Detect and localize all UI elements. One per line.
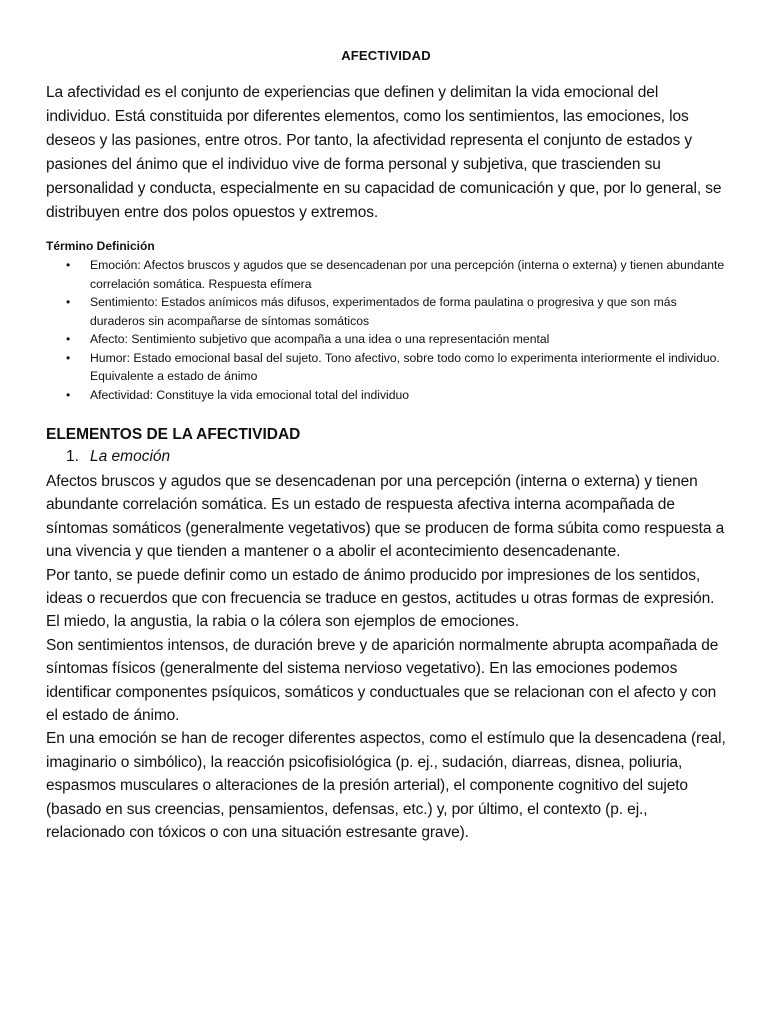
term-text: Afecto: Sentimiento subjetivo que acompaña a una idea o una representación mental xyxy=(90,332,550,346)
body-paragraph: En una emoción se han de recoger diferentes aspectos, como el estímulo que la desencadena (real, imaginario o simbólico), la reacción psicofisiológica (p. ej., sudación, diarreas, disnea, poliuria, espasmos musculares o alteraciones de la presión arterial), el componente cognitivo del sujeto (basado en sus creencias, pensamientos, defensas, etc.) y, por último, el contexto (p. ej., relacionado con tóxicos o con una situación estresante grave). xyxy=(46,730,726,842)
intro-paragraph: La afectividad es el conjunto de experiencias que definen y delimitan la vida emocional del individuo. Está constituida por diferentes elementos, como los sentimientos, las emociones, los deseos y las pasiones, entre otros. Por tanto, la afectividad representa el conjunto de estados y pasiones del ánimo que el individuo vive de forma personal y subjetiva, que trascienden su personalidad y conducta, especialmente en su capacidad de comunicación y que, por lo general, se distribuyen entre dos polos opuestos y extremos. xyxy=(46,84,722,221)
list-item xyxy=(66,256,726,293)
body-paragraph: Por tanto, se puede definir como un estado de ánimo producido por impresiones de los sentidos, ideas o recuerdos que con frecuencia se traduce en gestos, actitudes u otras formas de expresión. El miedo, la angustia, la rabia o la cólera son ejemplos de emociones. xyxy=(46,566,715,631)
bullet-icon: • xyxy=(66,295,71,309)
terms-list xyxy=(46,256,726,404)
list-item xyxy=(66,386,726,405)
section-title: ELEMENTOS DE LA AFECTIVIDAD xyxy=(46,426,301,443)
list-item xyxy=(66,349,726,386)
bullet-icon: • xyxy=(66,387,71,402)
list-item xyxy=(66,293,726,330)
term-text: Emoción: Afectos bruscos y agudos que se desencadenan por una percepción (interna o externa) y tienen abundante correlación somática. Respuesta efímera xyxy=(90,258,725,291)
subsection-heading xyxy=(66,446,726,468)
term-text: Sentimiento: Estados anímicos más difusos, experimentados de forma paulatina o progresiva y que son más duraderos sin acompañarse de síntomas somáticos xyxy=(90,295,677,328)
body-paragraph: Afectos bruscos y agudos que se desencadenan por una percepción (interna o externa) y tienen abundante correlación somática. Es un estado de respuesta afectiva interna acompañada de síntomas somáticos (generalmente vegetativos) que se producen de forma súbita como respuesta a una vivencia y que tienden a mantener o a abolir el acontecimiento desencadenante. xyxy=(46,473,725,561)
terms-header: Término Definición xyxy=(46,239,155,253)
term-text: Afectividad: Constituye la vida emocional total del individuo xyxy=(90,387,410,402)
body-paragraph: Son sentimientos intensos, de duración breve y de aparición normalmente abrupta acompañada de síntomas físicos (generalmente del sistema nervioso vegetativo). En las emociones podemos identificar componentes psíquicos, somáticos y conductuales que se relacionan con el afecto y con el estado de ánimo. xyxy=(46,636,719,725)
bullet-icon: • xyxy=(66,350,71,365)
bullet-icon: • xyxy=(66,258,71,272)
list-item xyxy=(66,330,726,349)
bullet-icon: • xyxy=(66,332,71,346)
subsection-number: 1. xyxy=(66,448,79,465)
subsection-label: La emoción xyxy=(90,448,171,465)
document-title: AFECTIVIDAD xyxy=(341,48,431,63)
term-text: Humor: Estado emocional basal del sujeto. Tono afectivo, sobre todo como lo experimenta interiormente el individuo. Equivalente a estado de ánimo xyxy=(90,350,720,383)
